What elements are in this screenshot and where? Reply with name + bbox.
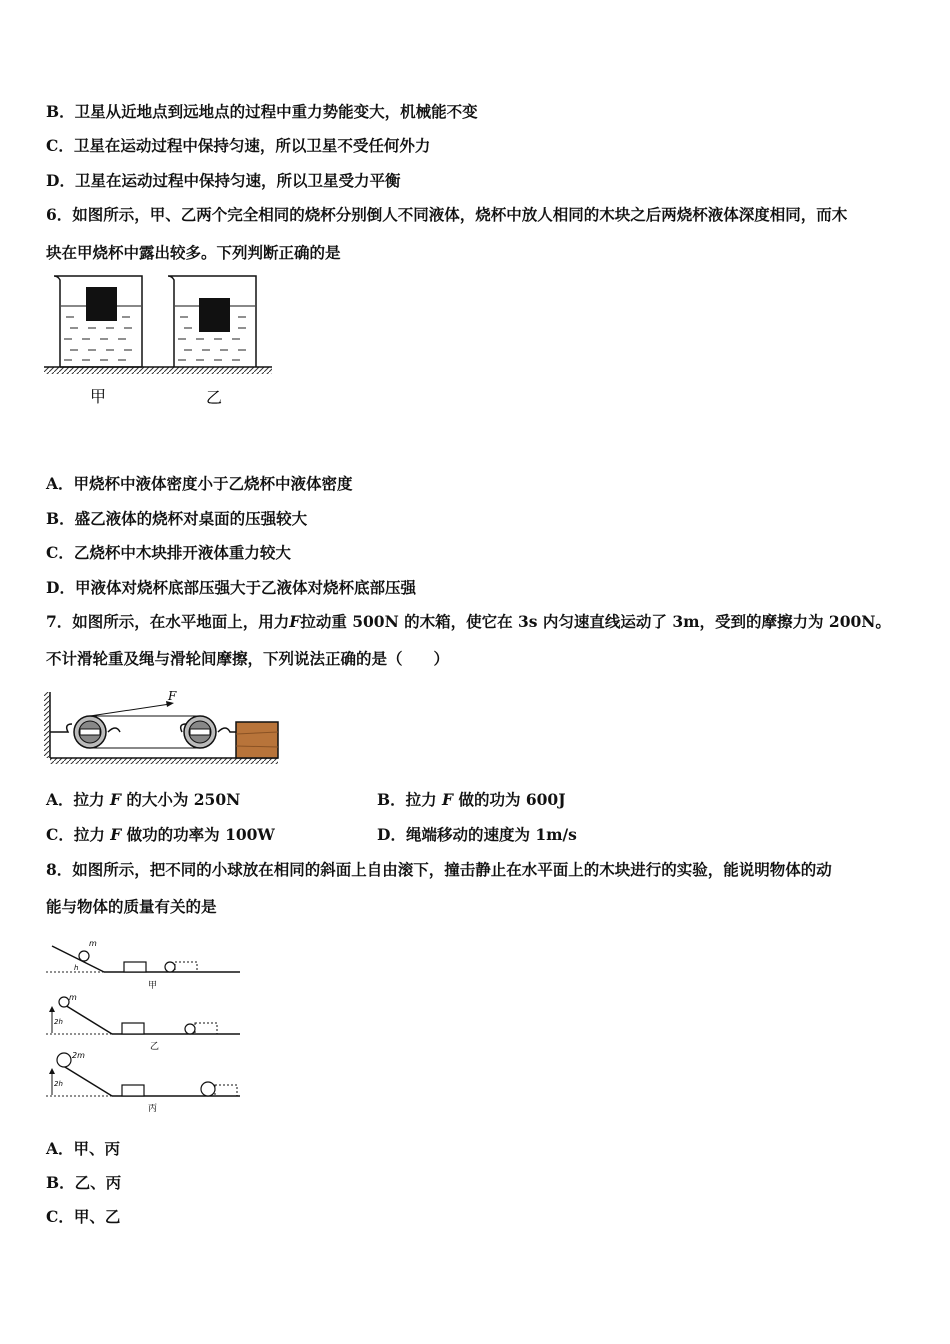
q8-incline-figure	[44, 936, 244, 1114]
setup-bing	[46, 1051, 240, 1114]
q7-pulley-figure	[44, 686, 280, 768]
q7-option-b: B．拉力 F 做的功为 600J	[377, 790, 566, 809]
wood-block-yi	[199, 298, 230, 332]
wooden-box	[236, 722, 278, 758]
svg-text:m: m	[69, 993, 77, 1002]
svg-text:2m: 2m	[72, 1051, 85, 1060]
setup-yi	[46, 993, 240, 1052]
q5-option-c: C．卫星在运动过程中保持匀速，所以卫星不受任何外力	[46, 136, 431, 155]
q7-stem-line2: 不计滑轮重及绳与滑轮间摩擦，下列说法正确的是（ ）	[46, 649, 450, 668]
q6-beaker-figure	[44, 272, 276, 412]
beaker-yi	[168, 276, 256, 367]
beaker-jia	[54, 276, 142, 367]
q5-option-d: D．卫星在运动过程中保持匀速，所以卫星受力平衡	[46, 171, 401, 190]
q6-option-c: C．乙烧杯中木块排开液体重力较大	[46, 543, 291, 562]
q7-stem-line1: 7．如图所示，在水平地面上，用力F拉动重 500N 的木箱，使它在 3s 内匀速直线运动了 3m，受到的摩擦力为 200N。	[46, 612, 891, 631]
q7-option-c: C．拉力 F 做功的功率为 100W	[46, 825, 275, 844]
label-F: F	[168, 689, 177, 703]
q8-option-a: A．甲、丙	[46, 1139, 121, 1158]
pulley-left	[74, 716, 106, 748]
svg-text:丙: 丙	[148, 1104, 158, 1114]
q6-stem-line1: 6．如图所示，甲、乙两个完全相同的烧杯分别倒人不同液体，烧杯中放人相同的木块之后两烧杯液体深度相同，而木	[46, 205, 848, 224]
pulley-right	[184, 716, 216, 748]
q5-option-b: B．卫星从近地点到远地点的过程中重力势能变大，机械能不变	[46, 102, 478, 121]
svg-text:甲: 甲	[148, 981, 158, 991]
q6-stem-line2: 块在甲烧杯中露出较多。下列判断正确的是	[46, 243, 341, 262]
q8-stem-line2: 能与物体的质量有关的是	[46, 897, 217, 916]
wood-block-jia	[86, 287, 117, 321]
q8-stem-line1: 8．如图所示，把不同的小球放在相同的斜面上自由滚下，撞击静止在水平面上的木块进行的实验，能说明物体的动	[46, 860, 832, 879]
svg-text:m: m	[89, 939, 97, 948]
setup-jia	[46, 939, 240, 991]
q7-option-d: D．绳端移动的速度为 1m/s	[377, 825, 577, 844]
svg-text:乙: 乙	[150, 1042, 160, 1052]
ground-hatching	[44, 367, 272, 374]
label-yi: 乙	[206, 388, 223, 407]
label-jia: 甲	[90, 387, 107, 406]
q7-option-a: A．拉力 F 的大小为 250N	[46, 790, 241, 809]
q6-option-b: B．盛乙液体的烧杯对桌面的压强较大	[46, 509, 308, 528]
q6-option-a: A．甲烧杯中液体密度小于乙烧杯中液体密度	[46, 474, 353, 493]
svg-text:2h: 2h	[54, 1018, 63, 1026]
floor	[50, 758, 278, 764]
q6-option-d: D．甲液体对烧杯底部压强大于乙液体对烧杯底部压强	[46, 578, 416, 597]
wall	[44, 692, 50, 758]
q8-option-b: B．乙、丙	[46, 1173, 122, 1192]
svg-text:h: h	[74, 964, 79, 972]
svg-text:2h: 2h	[54, 1080, 63, 1088]
q8-option-c: C．甲、乙	[46, 1207, 121, 1226]
